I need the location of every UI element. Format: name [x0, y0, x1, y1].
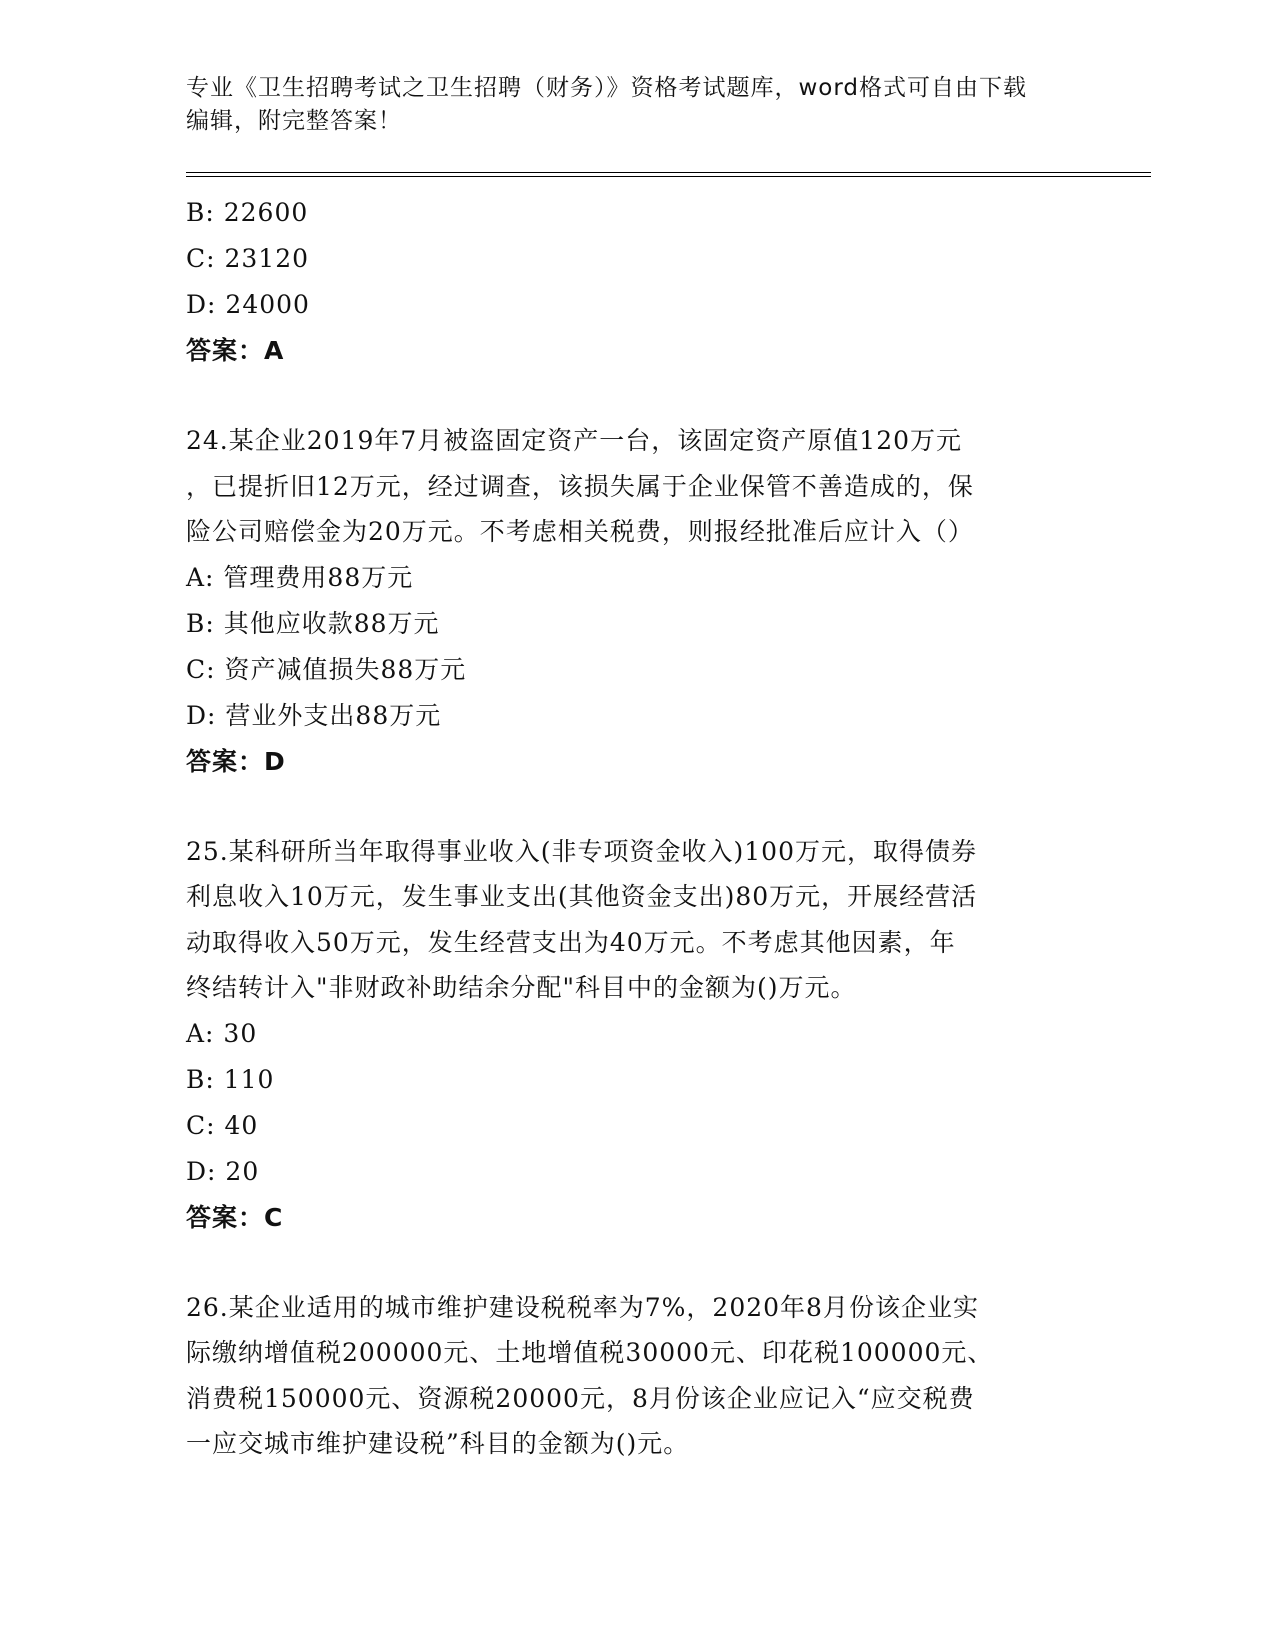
question-text-line: 消费税150000元、资源税20000元，8月份该企业应记入“应交税费 — [186, 1383, 975, 1413]
question-text-line: 一应交城市维护建设税”科目的金额为()元。 — [186, 1429, 690, 1458]
document-header — [186, 72, 1086, 138]
question-text-line: 际缴纳增值税200000元、土地增值税30000元、印花税100000元、 — [186, 1338, 994, 1367]
question-content — [186, 190, 1086, 1467]
question-24 — [186, 418, 1086, 785]
option-d: D: 营业外支出88万元 — [186, 700, 442, 730]
answer-line: 答案：D — [186, 746, 286, 776]
header-line-2: 编辑，附完整答案！ — [186, 108, 402, 134]
header-rule-bottom — [186, 176, 1151, 177]
header-rule-top — [186, 172, 1151, 173]
option-a: A: 30 — [186, 1018, 258, 1048]
question-26 — [186, 1285, 1086, 1467]
answer-line: 答案：A — [186, 336, 285, 365]
question-text-line: 26.某企业适用的城市维护建设税税率为7%，2020年8月份该企业实 — [186, 1292, 979, 1322]
option-c: C: 资产减值损失88万元 — [186, 654, 467, 684]
question-text-line: 25.某科研所当年取得事业收入(非专项资金收入)100万元，取得债券 — [186, 836, 977, 866]
prev-question — [186, 190, 1086, 374]
question-text-line: 终结转计入"非财政补助结余分配"科目中的金额为()万元。 — [186, 973, 857, 1002]
option-d: D: 20 — [186, 1156, 260, 1186]
answer-line: 答案：C — [186, 1202, 284, 1232]
header-line-1: 专业《卫生招聘考试之卫生招聘（财务）》资格考试题库，word格式可自由下载 — [186, 75, 1028, 101]
question-text-line: 险公司赔偿金为20万元。不考虑相关税费，则报经批准后应计入（） — [186, 517, 974, 546]
question-text-line: 24.某企业2019年7月被盗固定资产一台，该固定资产原值120万元 — [186, 426, 963, 455]
question-text-line: 利息收入10万元，发生事业支出(其他资金支出)80万元，开展经营活 — [186, 882, 978, 911]
option-c: C: 23120 — [186, 244, 310, 273]
option-b: B: 110 — [186, 1064, 275, 1094]
question-25 — [186, 829, 1086, 1241]
question-text-line: ，已提折旧12万元，经过调查，该损失属于企业保管不善造成的，保 — [186, 471, 974, 501]
option-b: B: 其他应收款88万元 — [186, 608, 440, 638]
question-text-line: 动取得收入50万元，发生经营支出为40万元。不考虑其他因素，年 — [186, 927, 956, 957]
option-c: C: 40 — [186, 1110, 259, 1140]
option-a: A: 管理费用88万元 — [186, 562, 414, 592]
option-d: D: 24000 — [186, 290, 310, 319]
option-b: B: 22600 — [186, 198, 309, 227]
